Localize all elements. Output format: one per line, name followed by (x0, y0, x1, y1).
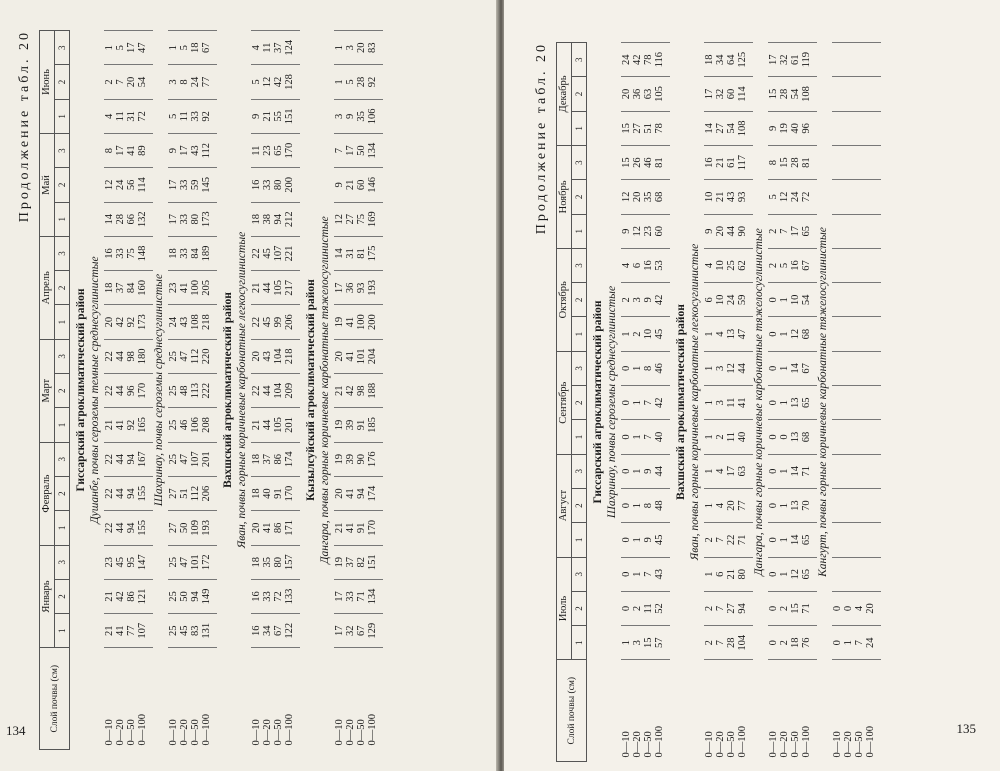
moisture-values: 25 47 107 201 (168, 442, 217, 476)
moisture-values: 22 44 94 155 (104, 510, 153, 544)
decade-header: 2 (572, 385, 587, 419)
month-header: Декабрь (557, 42, 572, 145)
moisture-values (832, 316, 881, 350)
left-page-content (15, 30, 467, 750)
decade-header: 1 (572, 214, 587, 248)
month-header: Апрель (40, 236, 55, 339)
moisture-values: 1 4 13 47 (704, 316, 753, 350)
layer-depths: 0—10 0—20 0—50 0—100 (768, 659, 817, 761)
soil-heading-row (153, 30, 168, 749)
right-page-content (532, 42, 984, 762)
moisture-values: 0 1 7 42 (621, 385, 670, 419)
moisture-values: 0 1 13 65 (768, 385, 817, 419)
decade-header: 1 (572, 316, 587, 350)
moisture-values: 4 6 16 53 (621, 248, 670, 282)
decade-header: 3 (572, 557, 587, 591)
moisture-values: 0 0 13 68 (768, 419, 817, 453)
moisture-values: 20 36 63 105 (621, 76, 670, 110)
soil-heading: Душанбе, почвы сероземы темные среднесуглинистые (89, 255, 101, 524)
month-header: Сентябрь (557, 351, 572, 454)
moisture-values: 6 10 24 59 (704, 282, 753, 316)
month-header: Февраль (40, 442, 55, 545)
moisture-values (832, 419, 881, 453)
moisture-values: 19 39 90 176 (334, 442, 383, 476)
decade-header: 1 (55, 99, 70, 133)
moisture-values: 1 3 12 44 (704, 351, 753, 385)
moisture-values (832, 214, 881, 248)
moisture-values: 17 36 93 193 (334, 270, 383, 304)
moisture-values: 1 4 20 77 (704, 488, 753, 522)
layer-depths: 0—10 0—20 0—50 0—100 (104, 647, 153, 749)
soil-heading: Шахринау, почвы сероземы среднесуглинистые (606, 285, 618, 518)
moisture-values: 15 26 46 81 (621, 145, 670, 179)
region-heading-row (70, 30, 90, 749)
moisture-values: 0 1 13 70 (768, 488, 817, 522)
moisture-values: 4 11 31 72 (104, 99, 153, 133)
moisture-values: 19 37 82 151 (334, 545, 383, 579)
moisture-values: 17 32 67 129 (334, 613, 383, 647)
moisture-values: 17 32 61 119 (768, 42, 817, 76)
moisture-values: 18 40 91 170 (251, 476, 300, 510)
moisture-values: 23 45 95 147 (104, 545, 153, 579)
moisture-values: 1 3 15 57 (621, 625, 670, 659)
decade-header: 3 (572, 454, 587, 488)
moisture-values: 11 23 65 170 (251, 133, 300, 167)
moisture-values: 1 5 18 67 (168, 30, 217, 64)
moisture-values: 14 28 66 132 (104, 202, 153, 236)
decade-header: 2 (55, 373, 70, 407)
moisture-values (832, 42, 881, 76)
decade-header: 1 (572, 111, 587, 145)
moisture-values: 18 34 64 125 (704, 42, 753, 76)
decade-header: 2 (55, 270, 70, 304)
region-heading: Кызылсуйский агроклиматический район (305, 278, 317, 501)
layer-depths: 0—10 0—20 0—50 0—100 (168, 647, 217, 749)
soil-heading-row (606, 42, 621, 761)
moisture-values: 0 1 9 45 (621, 522, 670, 556)
moisture-values: 21 41 92 165 (104, 407, 153, 441)
moisture-values (832, 111, 881, 145)
moisture-values: 19 41 100 200 (334, 304, 383, 338)
moisture-values: 2 7 20 54 (104, 64, 153, 98)
decade-header: 1 (55, 613, 70, 647)
decade-header: 3 (572, 351, 587, 385)
decade-header: 2 (572, 76, 587, 110)
moisture-values: 0 1 7 24 (832, 625, 881, 659)
moisture-values: 18 33 84 189 (168, 236, 217, 270)
soil-heading-row (753, 42, 768, 761)
moisture-values: 5 12 24 72 (768, 179, 817, 213)
moisture-values (832, 385, 881, 419)
layer-depths: 0—10 0—20 0—50 0—100 (334, 647, 383, 749)
moisture-values: 1 3 11 41 (704, 385, 753, 419)
decade-header: 2 (55, 64, 70, 98)
moisture-values: 0 1 7 40 (621, 419, 670, 453)
layer-header: Слой почвы (см) (557, 659, 587, 761)
moisture-values: 17 33 59 145 (168, 167, 217, 201)
moisture-values: 12 20 35 68 (621, 179, 670, 213)
moisture-values: 0 0 4 20 (832, 591, 881, 625)
moisture-values: 24 43 108 218 (168, 304, 217, 338)
month-header: Март (40, 339, 55, 442)
moisture-values: 25 50 94 149 (168, 579, 217, 613)
region-heading-row (300, 30, 319, 749)
moisture-values: 22 44 98 180 (104, 339, 153, 373)
moisture-values: 14 31 81 175 (334, 236, 383, 270)
moisture-values: 18 37 84 160 (104, 270, 153, 304)
moisture-values: 25 48 113 222 (168, 373, 217, 407)
region-heading: Гиссарский агроклиматический район (592, 300, 604, 503)
decade-header: 3 (55, 30, 70, 64)
moisture-values: 9 12 23 60 (621, 214, 670, 248)
moisture-values: 0 1 12 68 (768, 316, 817, 350)
moisture-values: 0 1 8 48 (621, 488, 670, 522)
moisture-values: 0 1 10 54 (768, 282, 817, 316)
moisture-values: 1 3 20 83 (334, 30, 383, 64)
soil-heading: Яван, почвы горные коричневые карбонатные легкосуглинистые (689, 243, 701, 560)
table-row (168, 30, 217, 749)
moisture-values: 2 7 27 94 (704, 591, 753, 625)
moisture-values: 27 51 112 206 (168, 476, 217, 510)
decade-header: 1 (572, 522, 587, 556)
table-row (334, 30, 383, 749)
soil-heading: Шахринау, почвы сероземы среднесуглинистые (153, 273, 165, 506)
moisture-values (832, 145, 881, 179)
moisture-values: 20 41 94 174 (334, 476, 383, 510)
region-heading-row (587, 42, 607, 761)
table-body (70, 30, 384, 749)
layer-depths: 0—10 0—20 0—50 0—100 (832, 659, 881, 761)
moisture-values: 0 1 14 67 (768, 351, 817, 385)
soil-moisture-table (39, 30, 383, 750)
moisture-values: 25 47 112 220 (168, 339, 217, 373)
decade-header: 3 (55, 339, 70, 373)
moisture-values: 14 27 54 108 (704, 111, 753, 145)
moisture-values: 0 2 18 76 (768, 625, 817, 659)
moisture-values: 7 17 50 134 (334, 133, 383, 167)
month-header: Июнь (40, 30, 55, 133)
moisture-values: 9 17 43 112 (168, 133, 217, 167)
moisture-values: 16 33 80 200 (251, 167, 300, 201)
moisture-values: 20 41 86 171 (251, 510, 300, 544)
moisture-values (832, 248, 881, 282)
decade-header: 1 (55, 202, 70, 236)
moisture-values: 17 32 60 114 (704, 76, 753, 110)
soil-moisture-table (556, 42, 881, 762)
moisture-values: 21 42 98 188 (334, 373, 383, 407)
moisture-values: 9 20 44 90 (704, 214, 753, 248)
moisture-values: 8 15 28 81 (768, 145, 817, 179)
region-heading: Вахшский агроклиматический район (675, 303, 687, 500)
moisture-values (832, 522, 881, 556)
moisture-values: 19 39 91 185 (334, 407, 383, 441)
moisture-values: 16 21 61 117 (704, 145, 753, 179)
moisture-values: 23 41 100 205 (168, 270, 217, 304)
decade-header: 3 (55, 133, 70, 167)
moisture-values: 2 5 16 67 (768, 248, 817, 282)
moisture-values: 25 46 106 208 (168, 407, 217, 441)
moisture-values: 16 33 75 148 (104, 236, 153, 270)
layer-depths: 0—10 0—20 0—50 0—100 (621, 659, 670, 761)
moisture-values: 0 1 12 65 (768, 557, 817, 591)
moisture-values: 22 45 107 221 (251, 236, 300, 270)
moisture-values: 2 7 17 65 (768, 214, 817, 248)
moisture-values: 21 44 105 217 (251, 270, 300, 304)
moisture-values: 25 45 83 131 (168, 613, 217, 647)
left-page (0, 0, 498, 771)
moisture-values: 22 44 104 209 (251, 373, 300, 407)
layer-depths: 0—10 0—20 0—50 0—100 (251, 647, 300, 749)
moisture-values: 0 2 11 52 (621, 591, 670, 625)
soil-heading-row (89, 30, 104, 749)
moisture-values: 9 21 55 151 (251, 99, 300, 133)
decade-header-row (572, 42, 587, 761)
moisture-values: 0 2 15 71 (768, 591, 817, 625)
decade-header: 3 (572, 42, 587, 76)
decade-header: 3 (55, 442, 70, 476)
moisture-values: 9 19 40 96 (768, 111, 817, 145)
moisture-values: 18 35 80 157 (251, 545, 300, 579)
moisture-values: 3 9 35 106 (334, 99, 383, 133)
table-caption: Продолжение табл. 20 (17, 29, 32, 222)
moisture-values (832, 179, 881, 213)
decade-header-row (55, 30, 70, 749)
region-heading-row (670, 42, 689, 761)
moisture-values: 16 33 72 133 (251, 579, 300, 613)
table-row (621, 42, 670, 761)
moisture-values: 17 33 71 134 (334, 579, 383, 613)
decade-header: 1 (572, 419, 587, 453)
moisture-values: 2 7 28 104 (704, 625, 753, 659)
table-body (587, 42, 882, 761)
moisture-values: 21 41 77 107 (104, 613, 153, 647)
month-header: Май (40, 133, 55, 236)
soil-heading: Яван, почвы горные коричневые карбонатные легкосуглинистые (236, 231, 248, 548)
moisture-values: 0 1 8 46 (621, 351, 670, 385)
table-row (768, 42, 817, 761)
decade-header: 2 (572, 591, 587, 625)
soil-heading-row (817, 42, 832, 761)
moisture-values: 4 11 37 124 (251, 30, 300, 64)
moisture-values: 2 3 9 42 (621, 282, 670, 316)
moisture-values: 1 2 11 40 (704, 419, 753, 453)
moisture-values: 27 50 109 193 (168, 510, 217, 544)
soil-heading: Дангара, почвы горные коричневые карбонатные тяжелосуглинистые (319, 215, 331, 564)
page-number: 135 (956, 721, 976, 736)
layer-depths: 0—10 0—20 0—50 0—100 (704, 659, 753, 761)
moisture-values: 0 1 14 65 (768, 522, 817, 556)
moisture-values: 20 41 101 204 (334, 339, 383, 373)
moisture-values: 0 1 9 44 (621, 454, 670, 488)
moisture-values: 22 44 94 155 (104, 476, 153, 510)
moisture-values: 15 27 51 78 (621, 111, 670, 145)
moisture-values: 1 5 17 47 (104, 30, 153, 64)
moisture-values: 21 42 86 121 (104, 579, 153, 613)
moisture-values: 17 33 80 173 (168, 202, 217, 236)
moisture-values: 25 47 101 172 (168, 545, 217, 579)
moisture-values: 8 17 41 89 (104, 133, 153, 167)
moisture-values (832, 488, 881, 522)
decade-header: 2 (572, 488, 587, 522)
moisture-values (832, 454, 881, 488)
moisture-values: 12 24 56 114 (104, 167, 153, 201)
moisture-values: 18 38 94 212 (251, 202, 300, 236)
moisture-values (832, 76, 881, 110)
moisture-values: 22 45 99 206 (251, 304, 300, 338)
month-header: Июль (557, 557, 572, 660)
moisture-values: 16 34 67 122 (251, 613, 300, 647)
moisture-values: 1 5 28 92 (334, 64, 383, 98)
moisture-values: 0 1 14 71 (768, 454, 817, 488)
page-number: 134 (6, 723, 26, 738)
decade-header: 3 (572, 145, 587, 179)
decade-header: 1 (55, 510, 70, 544)
decade-header: 2 (572, 282, 587, 316)
decade-header: 1 (55, 407, 70, 441)
moisture-values: 1 2 10 45 (621, 316, 670, 350)
region-heading: Вахшский агроклиматический район (222, 291, 234, 488)
region-heading: Гиссарский агроклиматический район (75, 288, 87, 491)
moisture-values (832, 557, 881, 591)
moisture-values: 20 43 104 218 (251, 339, 300, 373)
decade-header: 3 (55, 545, 70, 579)
moisture-values: 15 28 54 108 (768, 76, 817, 110)
soil-heading: Дангара, почвы горные коричневые карбонатные тяжелосуглинистые (753, 227, 765, 576)
table-row (832, 42, 881, 761)
soil-heading-row (319, 30, 334, 749)
table-row (104, 30, 153, 749)
moisture-values: 3 8 24 77 (168, 64, 217, 98)
decade-header: 2 (55, 476, 70, 510)
moisture-values: 20 42 92 173 (104, 304, 153, 338)
decade-header: 2 (55, 579, 70, 613)
moisture-values: 10 21 43 93 (704, 179, 753, 213)
month-header: Октябрь (557, 248, 572, 351)
soil-heading-row (236, 30, 251, 749)
table-caption: Продолжение табл. 20 (534, 41, 549, 234)
moisture-values (832, 351, 881, 385)
right-page (504, 0, 1000, 771)
moisture-values: 2 7 22 71 (704, 522, 753, 556)
moisture-values (832, 282, 881, 316)
decade-header: 3 (572, 248, 587, 282)
soil-heading-row (689, 42, 704, 761)
moisture-values: 1 4 17 63 (704, 454, 753, 488)
moisture-values: 24 42 78 116 (621, 42, 670, 76)
moisture-values: 5 12 42 128 (251, 64, 300, 98)
moisture-values: 22 44 94 167 (104, 442, 153, 476)
moisture-values: 12 27 75 169 (334, 202, 383, 236)
moisture-values: 21 41 91 170 (334, 510, 383, 544)
moisture-values: 4 10 25 62 (704, 248, 753, 282)
decade-header: 1 (572, 625, 587, 659)
decade-header: 1 (55, 304, 70, 338)
moisture-values: 22 44 96 170 (104, 373, 153, 407)
region-heading-row (217, 30, 236, 749)
decade-header: 3 (55, 236, 70, 270)
soil-heading: Кангурт, почвы горные коричневые карбонатные тяжелосуглинистые (817, 226, 829, 577)
moisture-values: 0 1 7 43 (621, 557, 670, 591)
table-row (704, 42, 753, 761)
moisture-values: 9 21 60 146 (334, 167, 383, 201)
month-header: Январь (40, 545, 55, 648)
month-header: Август (557, 454, 572, 557)
moisture-values: 1 6 21 80 (704, 557, 753, 591)
moisture-values: 5 11 33 92 (168, 99, 217, 133)
layer-header: Слой почвы (см) (40, 647, 70, 749)
moisture-values: 21 44 105 201 (251, 407, 300, 441)
decade-header: 2 (572, 179, 587, 213)
decade-header: 2 (55, 167, 70, 201)
month-header: Ноябрь (557, 145, 572, 248)
table-row (251, 30, 300, 749)
moisture-values: 18 37 86 174 (251, 442, 300, 476)
